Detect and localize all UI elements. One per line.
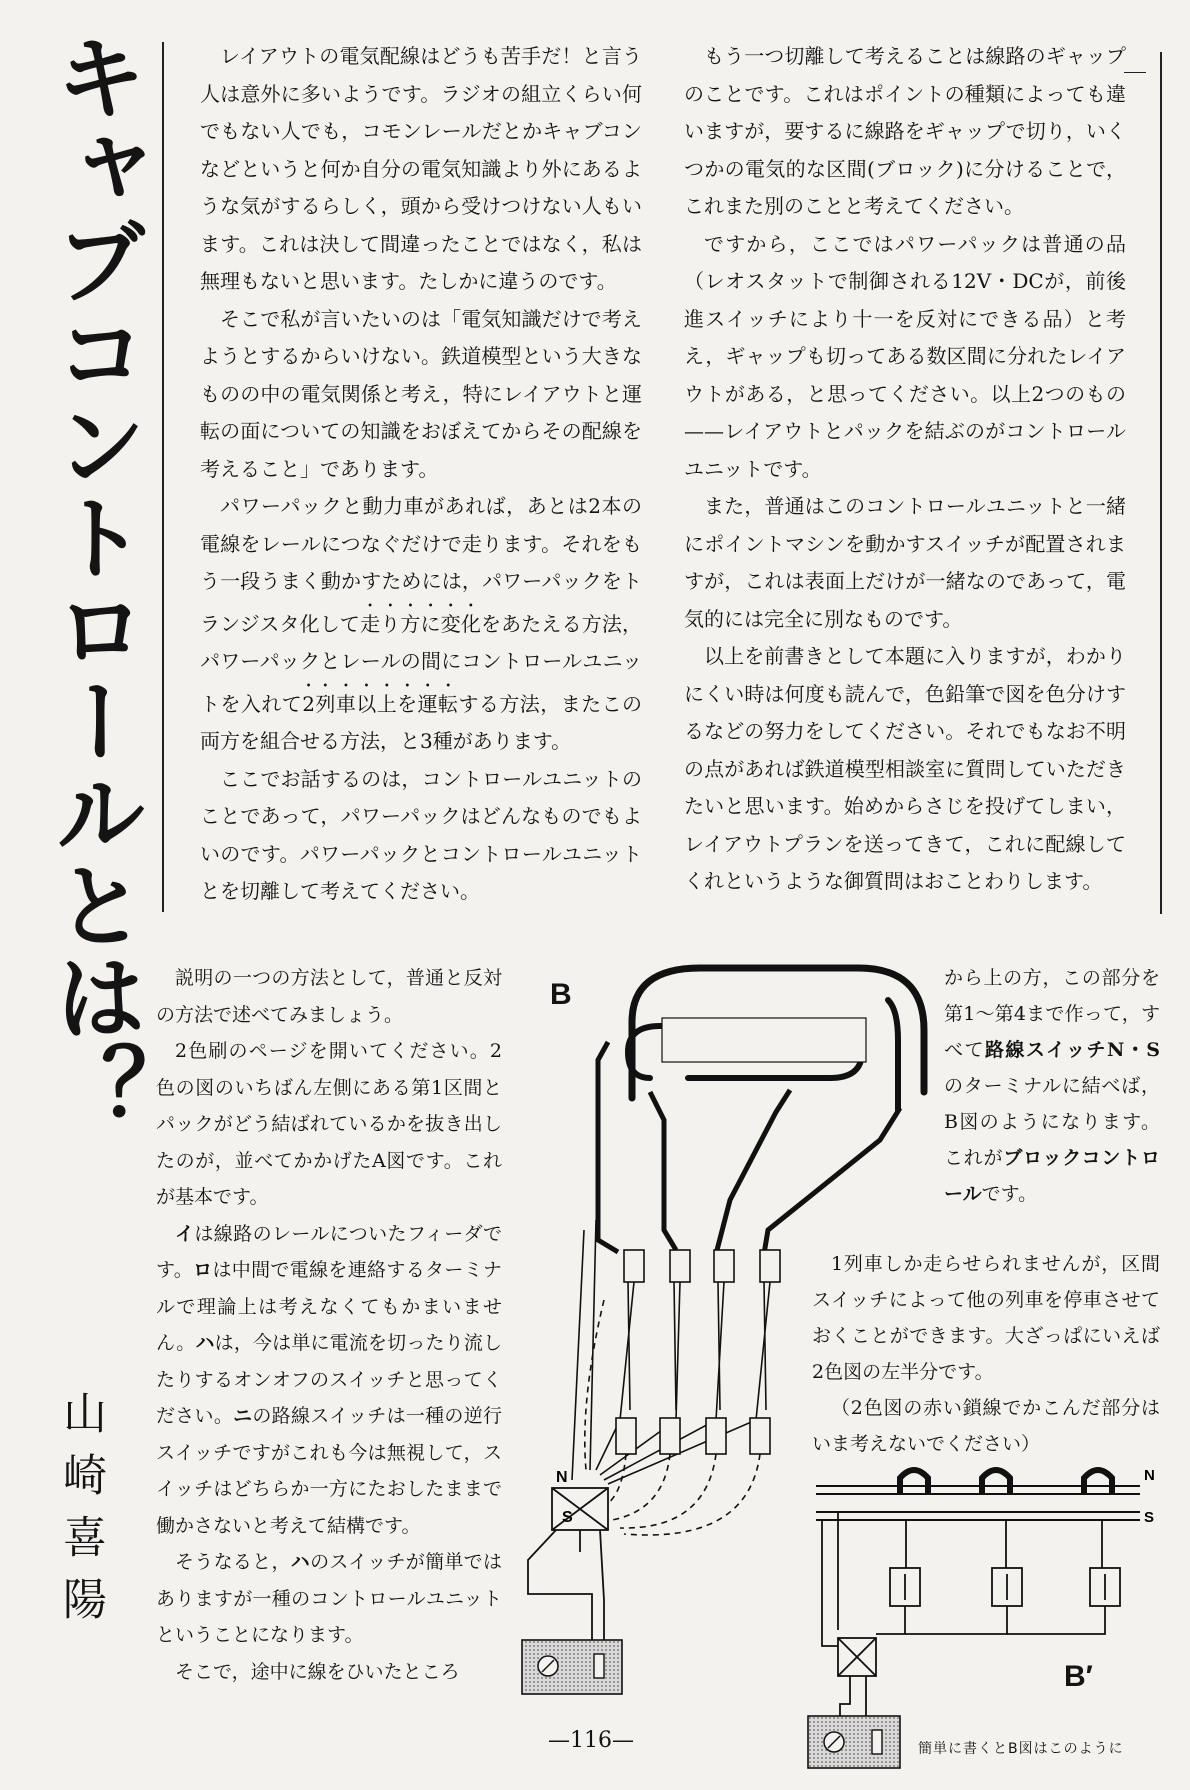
figure-bprime-wiring [838,1606,1105,1716]
paragraph: 1列車しか走らせられませんが，区間スイッチによって他の列車を停車させておくことができます。大ざっぱにいえば2色図の左半分です。 [812,1253,1160,1383]
bold-label: ハ [195,1332,215,1354]
section-switch-3 [714,1250,734,1282]
route-switch-n-label: N [556,1469,568,1486]
paragraph: そこで，途中に線をひいたところ [175,1660,460,1683]
feeder-2 [650,1092,676,1250]
route-switch-s-label: S [562,1509,573,1526]
bold-label: ニ [233,1405,253,1427]
paragraph: 説明の一つの方法として，普通と反対の方法で述べてみましょう。 [156,967,502,1026]
text-run: は中間で電線を連絡するターミナルで理論上は考えなくてもかまいません。 [156,1259,502,1354]
figure-bprime-power-pack [808,1716,900,1768]
toggle-icon [872,1730,882,1754]
section-switch-1 [624,1250,644,1282]
bprime-n-label: N [1144,1467,1155,1484]
paragraph: 2色刷のページを開いてください。2色の図のいちばん左側にある第1区間とパックがどう結ばれているかを抜き出したのが，並べてかかげたA図です。これが基本です。 [156,1040,502,1208]
spur-right [888,1000,898,1110]
paragraph: もう一つ切離して考えることは線路のギャップのことです。これはポイントの種類によっても違いますが，要するに線路をギャップで切り，いくつかの電気的な区間(ブロック)に分けることで，これまた別のことと考えてください。 [684,44,1126,218]
feeder-4 [764,1108,900,1254]
text-run: のターミナルに結べば，B図のようになります。これが [944,1075,1160,1169]
toggle-icon [594,1654,604,1678]
lower-switch-4 [750,1418,770,1454]
paragraph: 以上を前書きとして本題に入りますが，わかりにくい時は何度も読んで，色鉛筆で図を色分けするなどの努力をしてください。それでもなお不明の点があれば鉄道模型相談室に質問していただきたいと思います。始めからさじを投げてしまい，レイアウトプランを送ってきて，これに配線してくれというような御質問はおことわりします。 [684,644,1126,893]
figure-bprime [816,1470,1140,1646]
bold-label: ハ [290,1551,311,1573]
article-title: キャブコントロールとは？ [40,30,147,1134]
paragraph: ここでお話するのは，コントロールユニットのことであって，パワーパックはどんなものでもよいのです。パワーパックとコントロールユニットとを切離して考えてください。 [200,766,642,903]
text-run: は線路のレールについたフィーダです。 [156,1222,502,1281]
text-run: から上の方，この部分を第1～第4まで作って，すべて [944,967,1160,1061]
emphasis-text: 走り方に変化 [360,611,481,636]
text-run: の路線スイッチは一種の逆行スイッチですがこれも今は無視して，スイッチはどちらか一方にたおしたままで働かさないと考えて結構です。 [156,1405,502,1537]
section-switch-2 [670,1250,690,1282]
figure-bprime-caption: 簡単に書くとB図はこのように [918,1741,1124,1757]
author-name: 山崎喜陽 [55,1390,106,1638]
feeder-3 [716,1090,790,1254]
gap-bridge-2 [982,1470,1010,1494]
bold-term: 路線スイッチN・S [984,1039,1160,1061]
emphasis-text: 2列車以上を運転 [302,691,459,716]
lower-switch-2 [660,1418,680,1454]
paragraph: そこで私が言いたいのは「電気知識だけで考えようとするからいけない。鉄道模型という大きなものの中の電気関係と考え，特にレイアウトと運転の面についての知識をおぼえてからその配線を考えること」であります。 [200,306,642,481]
figure-b-section-switches [624,1250,780,1282]
gap-bridge-1 [900,1470,928,1494]
text-run: する方法，またこの両方を組合せる方法，と3種があります。 [200,691,643,753]
gap-bridge-3 [1084,1470,1112,1494]
figure-b-power-pack [522,1640,622,1694]
paragraph: （2色図の赤い鎖線でかこんだ部分はいま考えないでください） [812,1397,1160,1455]
figure-b-label: B [550,978,572,1011]
paragraph: また，普通はこのコントロールユニットと一緒にポイントマシンを動かすスイッチが配置されますが，これは表面上だけが一緒なのであって，電気的には完全に別なものです。 [684,494,1126,631]
figure-b-track [628,968,924,1110]
text-run: です。 [981,1183,1038,1205]
text-run: は，今は単に電流を切ったり流したりするオンオフのスイッチと思ってください。 [156,1332,502,1427]
lower-switch-1 [616,1418,636,1454]
bold-label: ロ [193,1259,213,1281]
bold-term: ブロックコントロール [944,1147,1160,1205]
text-run: をあたえる方法，パワーパックとレールの間にコントロールユニットを入れて [200,611,643,716]
feeder-1 [598,1042,618,1252]
bprime-s-label: S [1144,1509,1155,1526]
bold-label: イ [175,1222,195,1245]
page-number: —116— [548,1728,634,1753]
text-run: のスイッチが簡単ではありますが一種のコントロールユニットということになります。 [156,1551,502,1646]
section-switch-4 [760,1250,780,1282]
lower-switch-3 [706,1418,726,1454]
paragraph: ですから，ここではパワーパックは普通の品（レオスタットで制御される12V・DCが，前後進スイッチにより十一を反対にできる品）と考え，ギャップも切ってある数区間に分れたレイアウトがある，と思ってください。以上2つのもの——レイアウトとパックを結ぶのがコントロールユニットです。 [684,231,1126,481]
note-box [662,1018,866,1062]
paragraph: レイアウトの電気配線はどうも苦手だ！と言う人は意外に多いようです。ラジオの組立くらい何でもない人でも，コモンレールだとかキャブコンなどというと何か自分の電気知識より外にあるような気がするらしく，頭から受けつけない人もいます。これは決して間違ったことではなく，私は無理もないと思います。たしかに違うのです。 [200,44,642,293]
text-run: そうなると， [175,1551,291,1573]
figure-bprime-switches [890,1568,1120,1606]
text-run: パワーパックと動力車があれば，あとは2本の電線をレールにつなぐだけで走ります。それをもう一段うまく動かすためには，パワーパックをトランジスタ化して [200,494,642,636]
figure-bprime-label: B′ [1064,1660,1093,1693]
